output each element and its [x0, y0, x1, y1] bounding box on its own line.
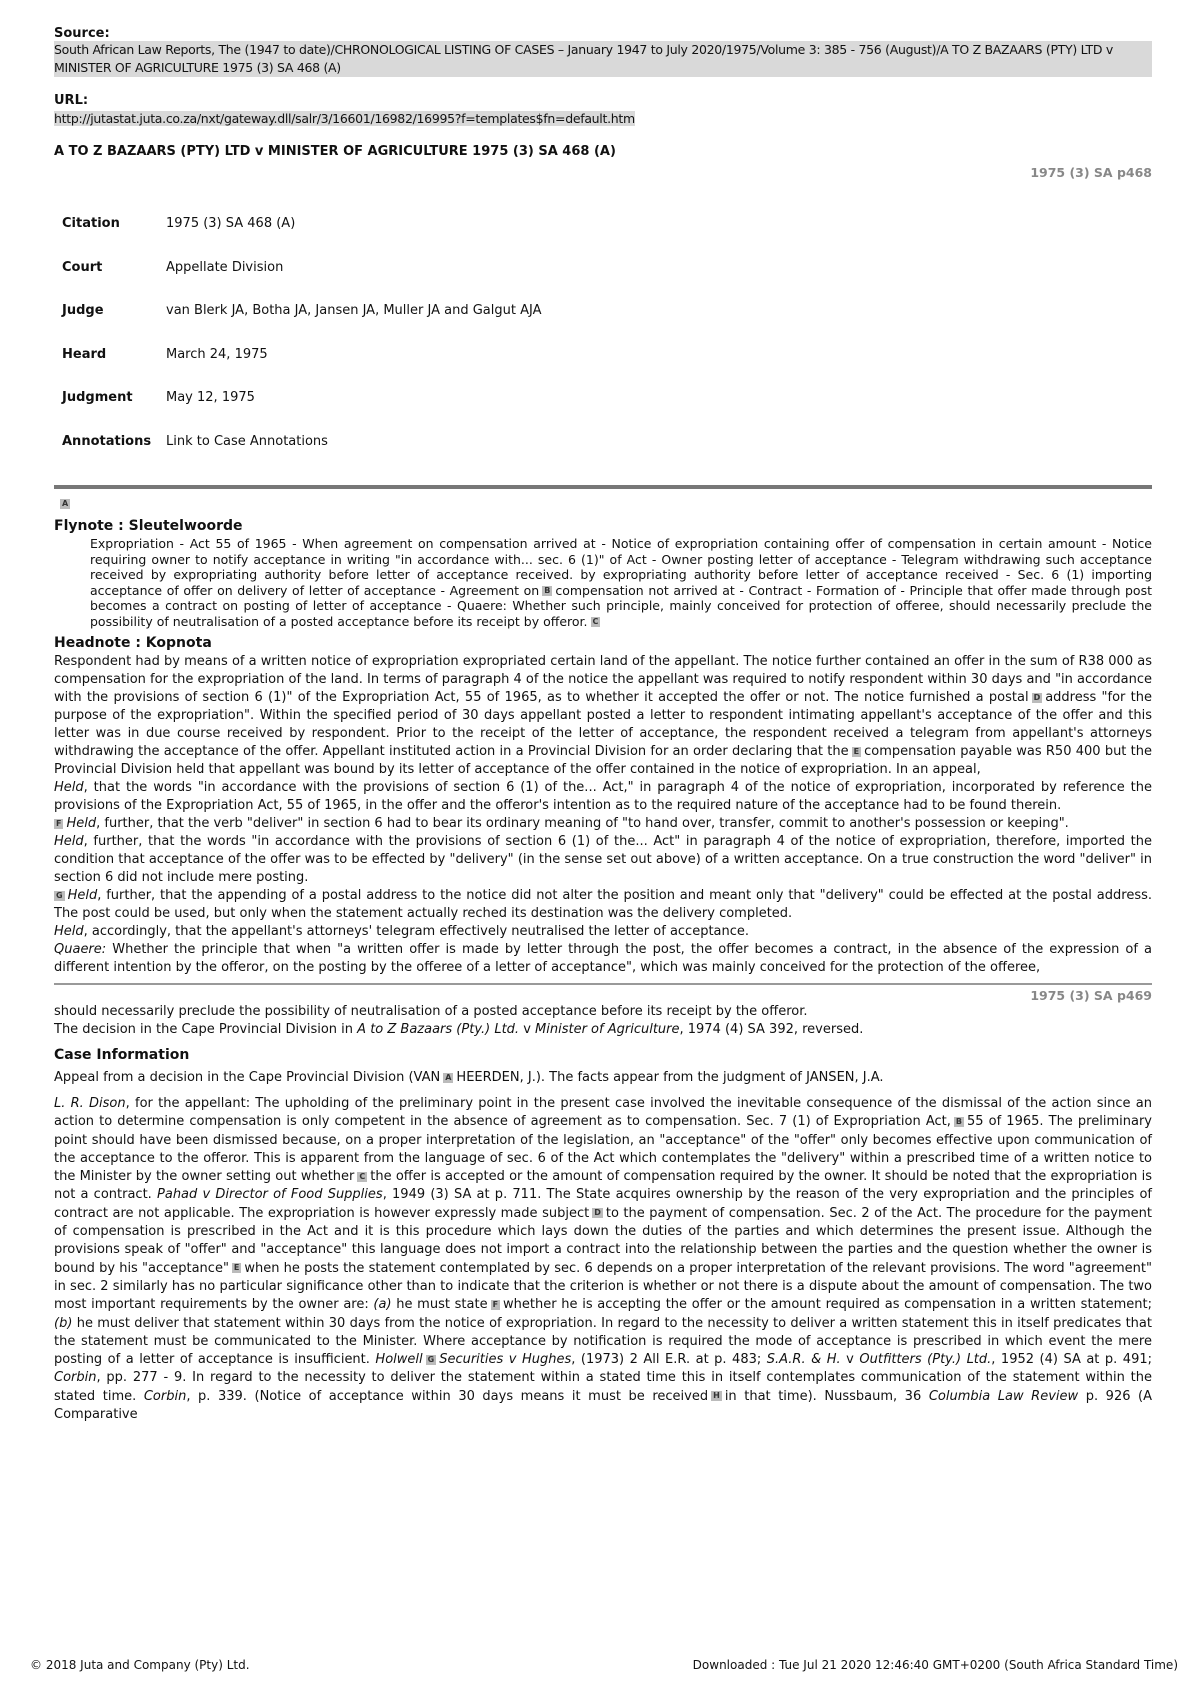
- argument-text: , 1949 (3) SA at p. 711. The State acquires ownership by the reason of the very expropriation and the principles of contract are not applicable. The expropriation is however expressly made subject: [54, 1187, 1152, 1221]
- headnote-text: , further, that the verb "deliver" in section 6 had to bear its ordinary meaning of "to hand over, transfer, commit to another's possession or keeping".: [96, 816, 1069, 831]
- flynote-part-2: compensation not arrived at - Contract - Formation of - Principle that offer made through post becomes a contract on posting of letter of acceptance - Quaere: Whether such principle, mainly conceived for protection of offeree, should necessarily preclude the possibility of neutralisation of a posted acceptance before its receipt by offeror.: [90, 582, 1152, 629]
- url-label: URL:: [54, 93, 89, 108]
- margin-letter-a: A: [62, 498, 69, 508]
- section-divider: [54, 485, 1152, 489]
- margin-letter-g: G: [56, 890, 63, 900]
- argument-text: p. 926 (A Comparative: [54, 1388, 1153, 1423]
- headnote-para-6: [54, 941, 1152, 977]
- footer-downloaded: Downloaded : Tue Jul 21 2020 12:46:40 GMT+0200 (South Africa Standard Time): [692, 1658, 1178, 1672]
- case-name: Holwell: [375, 1352, 423, 1368]
- held-word: Held: [54, 834, 84, 849]
- judgment-label: Judgment: [62, 390, 133, 406]
- argument-text: to the payment of compensation. Sec. 2 of the Act. The procedure for the payment of compensation is prescribed in the Act and it is this procedure which lays down the duties of the parties and which determines the present issue. Although the provisions speak of "offer" and "acceptance" this language does not import a contract into the relationship between the parties and the question whether the owner is bound by his "acceptance": [54, 1205, 1152, 1276]
- source-label: Source:: [54, 26, 110, 41]
- argument-text: whether he is accepting the offer or the amount required as compensation in a written statement;: [503, 1297, 1152, 1313]
- judge-label: Judge: [62, 303, 104, 319]
- heard-label: Heard: [62, 346, 107, 362]
- counsel-argument: [54, 1095, 1152, 1424]
- citation-row: [62, 202, 541, 246]
- item-label: (b): [54, 1315, 73, 1331]
- annotations-row: [62, 420, 541, 464]
- author-name: Corbin: [54, 1370, 97, 1386]
- appeal-para: [54, 1069, 1152, 1087]
- page-ref-468: 1975 (3) SA p468: [1030, 165, 1152, 180]
- headnote-para-1: [54, 653, 1152, 815]
- argument-text: when he posts the statement contemplated by sec. 6 depends on a proper interpretation of the relevant provisions. The word "agreement" in sec. 2 similarly has no particular significance other than to indicate that the criterion is whether or not there is a dispute about the amount of compensation. The two most important requirements by the owner are:: [54, 1260, 1152, 1313]
- footer-copyright: © 2018 Juta and Company (Pty) Ltd.: [30, 1658, 250, 1672]
- case-name: Securities v Hughes: [439, 1352, 572, 1368]
- margin-letter-e: E: [853, 746, 860, 756]
- flynote-part-1: Expropriation - Act 55 of 1965 - When agreement on compensation arrived at - Notice of expropriation containing offer of compensation in certain amount - Notice requiring owner to notify acceptance in writing "in accordance with... sec. 6 (1)" of Act - Owner posting letter of acceptance - Telegram withdrawing such acceptance received by expropriating authority before letter of acceptance received. by expropriating authority before letter of acceptance received - Sec. 6 (1) importing acceptance of offer on delivery of letter of acceptance - Agreement on: [90, 536, 1152, 598]
- annotations-label: Annotations: [62, 433, 152, 449]
- court-row: [62, 246, 541, 290]
- document-page: [54, 26, 1152, 1424]
- judge-row: [62, 289, 541, 333]
- margin-letter-b: B: [544, 586, 551, 595]
- judgment-row: [62, 376, 541, 420]
- headnote-text: address "for the purpose of the expropriation". Within the specified period of 30 days appellant posted a letter to respondent intimating appellant's acceptance of the offer and this letter was in due course received by respondent. Prior to the receipt of the letter of acceptance, the respondent received a telegram from appellant's attorneys withdrawing the acceptance of the offer. Appellant instituted action in a Provincial Division for an order declaring that the: [54, 690, 1152, 759]
- argument-text: he must deliver that statement within 30 days from the notice of expropriation. In regard to the necessity to deliver a written statement this in itself predicates that the statement must be communicated to the Minister. Where acceptance by notification is required the mode of acceptance is prescribed in which event the mere posting of a letter of acceptance is insufficient.: [54, 1315, 1152, 1368]
- headnote-para-7: should necessarily preclude the possibility of neutralisation of a posted acceptance before its receipt by the offeror.: [54, 1004, 808, 1019]
- case-name: A to Z Bazaars (Pty.) Ltd.: [357, 1022, 520, 1037]
- url-block: [54, 93, 1152, 128]
- argument-text: in that time). Nussbaum, 36: [724, 1388, 929, 1404]
- margin-letter-e: E: [233, 1263, 240, 1273]
- margin-letter-c: C: [359, 1171, 366, 1181]
- headnote-para-8: [54, 1021, 1152, 1039]
- counsel-name: L. R. Dison: [54, 1096, 126, 1111]
- headnote-para-4: [54, 887, 1152, 923]
- margin-letter-c: C: [592, 617, 599, 626]
- headnote-text: , that the words "in accordance with the provisions of section 6 (1) of the... Act," in paragraph 4 of the notice of expropriation, incorporated by reference the provisions of the Expropriation Act, 55 of 1965, in the offer and the offeror's intention as to the required nature of the acceptance had to be found therein.: [54, 780, 1152, 813]
- headnote-text: The decision in the Cape Provincial Division in: [54, 1022, 358, 1037]
- url-link[interactable]: http://jutastat.juta.co.za/nxt/gateway.dll/salr/3/16601/16982/16995?f=templates$fn=default.htm: [54, 111, 635, 126]
- headnote-para-2: [54, 815, 1152, 833]
- headnote-text: Respondent had by means of a written notice of expropriation expropriated certain land of the appellant. The notice further contained an offer in the sum of R38 000 as compensation for the expropriation of the land. In terms of paragraph 4 of the notice the appellant was required to notify respondent within 30 days and "in accordance with the provisions of section 6 (1)" of the Expropriation Act, 55 of 1965, as to whether it accepted the offer or not. The notice furnished a postal: [54, 654, 1152, 705]
- headnote-text: , further, that the appending of a postal address to the notice did not alter the position and meant only that "delivery" could be effected at the postal address. The post could be used, but only when the statement actually reched its destination was the delivery completed.: [54, 888, 1152, 921]
- argument-text: , for the appellant: The upholding of the preliminary point in the present case involved the inevitable consequence of the dismissal of the action since an action to determine compensation is only competent in the absence of agreement as to compensation. Sec. 7 (1) of Expropriation Act,: [54, 1096, 1152, 1130]
- headnote-text: compensation payable was R50 400 but the Provincial Division held that appellant was bound by its letter of acceptance of the offer contained in the notice of expropriation. In an appeal,: [54, 744, 1152, 777]
- margin-letter-h: H: [713, 1391, 720, 1401]
- argument-text: , (1973) 2 All E.R. at p. 483;: [571, 1352, 767, 1368]
- flynote-heading: Flynote : Sleutelwoorde: [54, 518, 243, 534]
- margin-letter-g: G: [427, 1354, 435, 1364]
- argument-text: , 1952 (4) SA at p. 491;: [991, 1352, 1152, 1368]
- margin-letter-b: B: [955, 1116, 962, 1126]
- argument-text: 55 of 1965. The preliminary point should have been dismissed because, on a proper interpretation of the legislation, an "acceptance" of the "offer" only becomes effective upon communication of the acceptance to the offeror. This is apparent from the language of sec. 6 of the Act which contemplates the "delivery" within a prescribed time of a written notice to the Minister by the owner setting out whether: [54, 1114, 1152, 1185]
- headnote-para-5: [54, 923, 1152, 941]
- heard-row: [62, 333, 541, 377]
- held-word: Held: [54, 924, 84, 939]
- heard-value: March 24, 1975: [166, 346, 268, 362]
- argument-text: , pp. 277 - 9. In regard to the necessity to deliver the statement within a stated time this in itself contemplates communication of the statement within the stated time.: [54, 1370, 1152, 1404]
- headnote-heading: Headnote : Kopnota: [54, 635, 212, 651]
- source-text: South African Law Reports, The (1947 to date)/CHRONOLOGICAL LISTING OF CASES – January 1947 to July 2020/1975/Volume 3: 385 - 756 (August)/A TO Z BAZAARS (PTY) LTD v MINISTER OF AGRICULTURE 1975 (3) SA 468 (A): [54, 41, 1152, 77]
- case-name: Outfitters (Pty.) Ltd.: [859, 1352, 992, 1368]
- headnote-text: , 1974 (4) SA 392, reversed.: [679, 1022, 864, 1037]
- judge-value: van Blerk JA, Botha JA, Jansen JA, Muller JA and Galgut AJA: [166, 303, 542, 319]
- held-word: Held: [54, 780, 84, 795]
- margin-letter-d: D: [1033, 692, 1041, 702]
- argument-text: , p. 339. (Notice of acceptance within 30 days means it must be received: [186, 1388, 709, 1404]
- author-name: Corbin: [143, 1388, 187, 1404]
- margin-letter-f: F: [56, 818, 62, 828]
- citation-label: Citation: [62, 216, 120, 232]
- court-value: Appellate Division: [166, 259, 284, 275]
- headnote-text: Whether the principle that when "a written offer is made by letter through the post, the offer becomes a contract, in the absence of the expression of a different intention by the offeror, on the posting by the offeree of a letter of acceptance", which was mainly conceived for the protection of the offeree,: [54, 942, 1152, 975]
- citation-table: [62, 202, 541, 463]
- item-label: (a): [373, 1297, 392, 1313]
- page-ref-469: 1975 (3) SA p469: [1030, 988, 1152, 1003]
- source-block: [54, 26, 1152, 77]
- argument-text: the offer is accepted or the amount of compensation required by the owner. It should be noted that the expropriation is not a contract.: [54, 1169, 1152, 1203]
- margin-letter-d: D: [594, 1208, 601, 1218]
- held-word: Held: [67, 888, 98, 903]
- headnote-text: v: [519, 1022, 536, 1037]
- case-name: Pahad v Director of Food Supplies: [157, 1187, 383, 1203]
- court-label: Court: [62, 259, 103, 275]
- case-info-heading: Case Information: [54, 1047, 190, 1063]
- held-word: Held: [66, 816, 97, 831]
- case-title: A TO Z BAZAARS (PTY) LTD v MINISTER OF AGRICULTURE 1975 (3) SA 468 (A): [54, 144, 616, 159]
- quaere-word: Quaere:: [54, 942, 107, 957]
- appeal-text: HEERDEN, J.). The facts appear from the judgment of JANSEN, J.A.: [456, 1070, 884, 1085]
- case-name: Minister of Agriculture: [535, 1022, 680, 1037]
- case-name: S.A.R. & H.: [766, 1352, 841, 1368]
- headnote-para-3: [54, 833, 1152, 887]
- appeal-text: Appeal from a decision in the Cape Provincial Division (VAN: [54, 1070, 441, 1085]
- headnote-text: , further, that the words "in accordance with the provisions of section 6 (1) of the... Act" in paragraph 4 of the notice of expropriation, therefore, imported the condition that acceptance of the offer was to be effected by "delivery" (in the sense set out above) of a written acceptance. On a true construction the word "deliver" in section 6 did not include mere posting.: [54, 834, 1152, 885]
- argument-text: v: [840, 1352, 860, 1368]
- journal-name: Columbia Law Review: [928, 1388, 1079, 1404]
- margin-letter-a: A: [445, 1072, 452, 1082]
- citation-value: 1975 (3) SA 468 (A): [166, 216, 296, 232]
- page-break-divider: [54, 983, 1152, 985]
- flynote-text: [90, 536, 1152, 629]
- margin-letter-f: F: [492, 1299, 499, 1309]
- judgment-value: May 12, 1975: [166, 390, 255, 406]
- annotations-link[interactable]: Link to Case Annotations: [166, 433, 328, 449]
- argument-text: he must state: [391, 1297, 488, 1313]
- headnote-text: , accordingly, that the appellant's attorneys' telegram effectively neutralised the letter of acceptance.: [83, 924, 750, 939]
